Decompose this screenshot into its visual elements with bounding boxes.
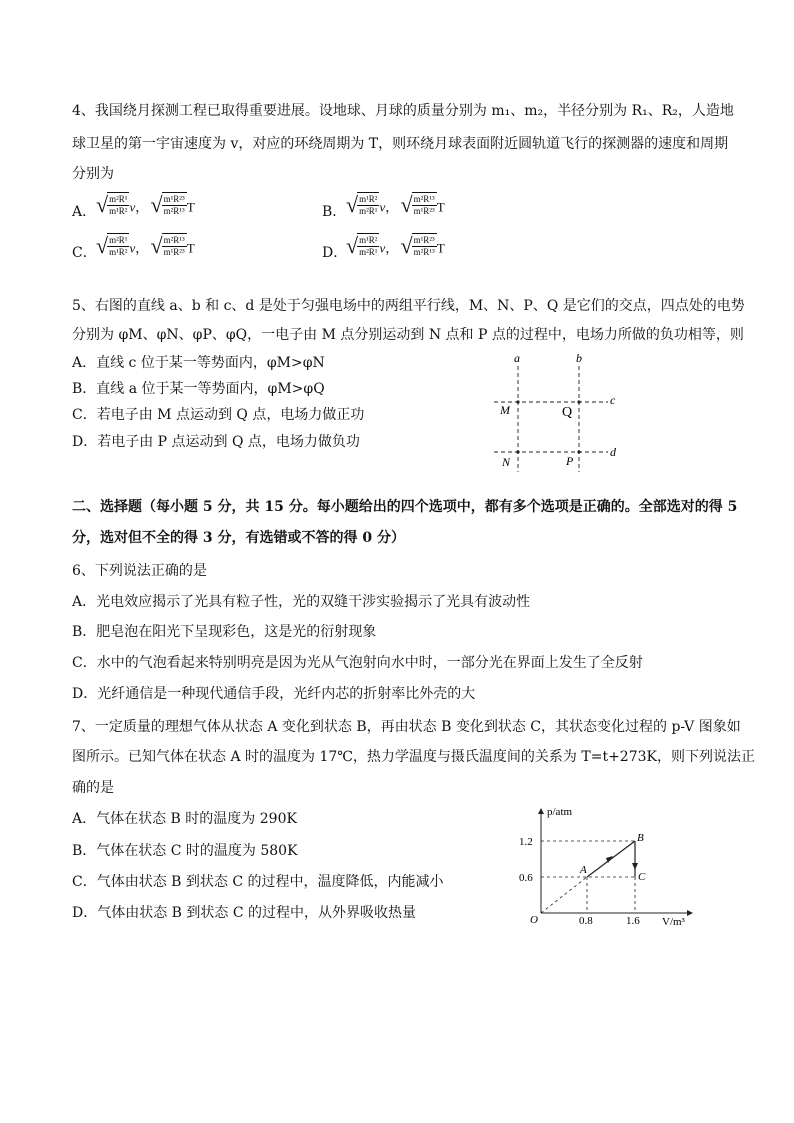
x-axis-label: V/m³ xyxy=(662,916,685,928)
q6-option-a: A．光电效应揭示了光具有粒子性，光的双缝干涉实验揭示了光具有波动性 xyxy=(72,594,531,610)
q6-option-d: D．光纤通信是一种现代通信手段，光纤内芯的折射率比外壳的大 xyxy=(72,686,476,702)
q4-option-d-label: D． xyxy=(322,245,348,261)
label-d: d xyxy=(610,445,616,459)
q7-stem-line2: 图所示。已知气体在状态 A 时的温度为 17℃，热力学温度与摄氏温度间的关系为 T=t+273K，则下列说法正 xyxy=(72,749,755,765)
q7-option-d: D．气体由状态 B 到状态 C 的过程中，从外界吸收热量 xyxy=(72,905,417,921)
x-tick-1.6: 1.6 xyxy=(626,915,640,927)
q5-option-b: B．直线 a 位于某一等势面内，φM>φQ xyxy=(72,381,325,397)
q6-stem: 6、下列说法正确的是 xyxy=(72,563,207,579)
process-a-to-b xyxy=(587,841,635,877)
q5-stem-line1: 5、右图的直线 a、b 和 c、d 是处于匀强电场中的两组平行线，M、N、P、Q 是它们的交点，四点处的电势 xyxy=(72,298,745,314)
label-a: a xyxy=(514,351,520,365)
q5-option-a: A．直线 c 位于某一等势面内，φM>φN xyxy=(72,355,325,371)
q4-stem-line3: 分别为 xyxy=(72,166,114,182)
q5-option-d: D．若电子由 P 点运动到 Q 点，电场力做负功 xyxy=(72,434,360,450)
q4-option-d-formula: √ $\frac{\text{m¹R²}}{\text{m²R¹}}$ v， √ $\frac{\text{m¹R²³}}{\text{m²R¹³}}$ T xyxy=(346,232,445,258)
q4-option-c-formula: √ $\frac{\text{m²R¹}}{\text{m¹R²}}$ v， √ $\frac{\text{m²R¹³}}{\text{m¹R²³}}$ T xyxy=(96,232,195,258)
q5-stem-line2: 分别为 φM、φN、φP、φQ，一电子由 M 点分别运动到 N 点和 P 点的过程中，电场力所做的负功相等，则 xyxy=(72,327,744,343)
q4-stem-line2: 球卫星的第一宇宙速度为 v，对应的环绕周期为 T，则环绕月球表面附近圆轨道飞行的探测器的速度和周期 xyxy=(72,136,729,152)
label-q: Q xyxy=(562,405,573,420)
q6-option-c: C．水中的气泡看起来特别明亮是因为光从气泡射向水中时，一部分光在界面上发生了全反射 xyxy=(72,655,643,671)
q4-stem-line1: 4、我国绕月探测工程已取得重要进展。设地球、月球的质量分别为 m₁、m₂，半径分别为 R₁、R₂，人造地 xyxy=(72,103,734,119)
point-c-label: C xyxy=(638,871,646,883)
label-c: c xyxy=(610,393,616,407)
y-tick-0.6: 0.6 xyxy=(519,872,533,884)
q5-option-c: C．若电子由 M 点运动到 Q 点，电场力做正功 xyxy=(72,407,365,423)
q7-option-a: A．气体在状态 B 时的温度为 290K xyxy=(72,811,297,827)
y-tick-1.2: 1.2 xyxy=(519,836,533,848)
point-b-label: B xyxy=(637,832,644,844)
q7-pv-diagram xyxy=(512,805,712,930)
origin-label: O xyxy=(530,914,538,926)
q7-option-c: C．气体由状态 B 到状态 C 的过程中，温度降低，内能减小 xyxy=(72,874,444,890)
y-axis-label: p/atm xyxy=(547,806,573,818)
label-m: M xyxy=(500,403,510,417)
q7-option-b: B．气体在状态 C 时的温度为 580K xyxy=(72,843,298,859)
q7-stem-line3: 确的是 xyxy=(72,780,114,796)
q6-option-b: B．肥皂泡在阳光下呈现彩色，这是光的衍射现象 xyxy=(72,624,377,640)
label-b: b xyxy=(576,351,582,365)
label-p: P xyxy=(566,454,574,468)
q7-stem-line1: 7、一定质量的理想气体从状态 A 变化到状态 B，再由状态 B 变化到状态 C，其状态变化过程的 p-V 图象如 xyxy=(72,719,741,735)
q4-option-b-label: B． xyxy=(322,204,347,220)
label-n: N xyxy=(502,455,511,469)
q5-field-lines-figure xyxy=(488,350,638,475)
section2-heading-line2: 分，选对但不全的得 3 分，有选错或不答的得 0 分） xyxy=(72,530,405,546)
q4-option-a-formula: √ $\frac{\text{m²R¹}}{\text{m¹R²}}$ v， √ $\frac{\text{m¹R²³}}{\text{m²R¹³}}$ T xyxy=(96,191,195,217)
section2-heading-line1: 二、选择题（每小题 5 分，共 15 分。每小题给出的四个选项中，都有多个选项是正确的。全部选对的得 5 xyxy=(72,499,738,515)
q4-option-c-label: C． xyxy=(72,245,97,261)
q4-option-a-label: A． xyxy=(72,204,97,220)
x-tick-0.8: 0.8 xyxy=(579,915,593,927)
point-a-label: A xyxy=(580,864,587,876)
q4-option-b-formula: √ $\frac{\text{m¹R²}}{\text{m²R¹}}$ v， √ $\frac{\text{m²R¹³}}{\text{m¹R²³}}$ T xyxy=(346,191,445,217)
